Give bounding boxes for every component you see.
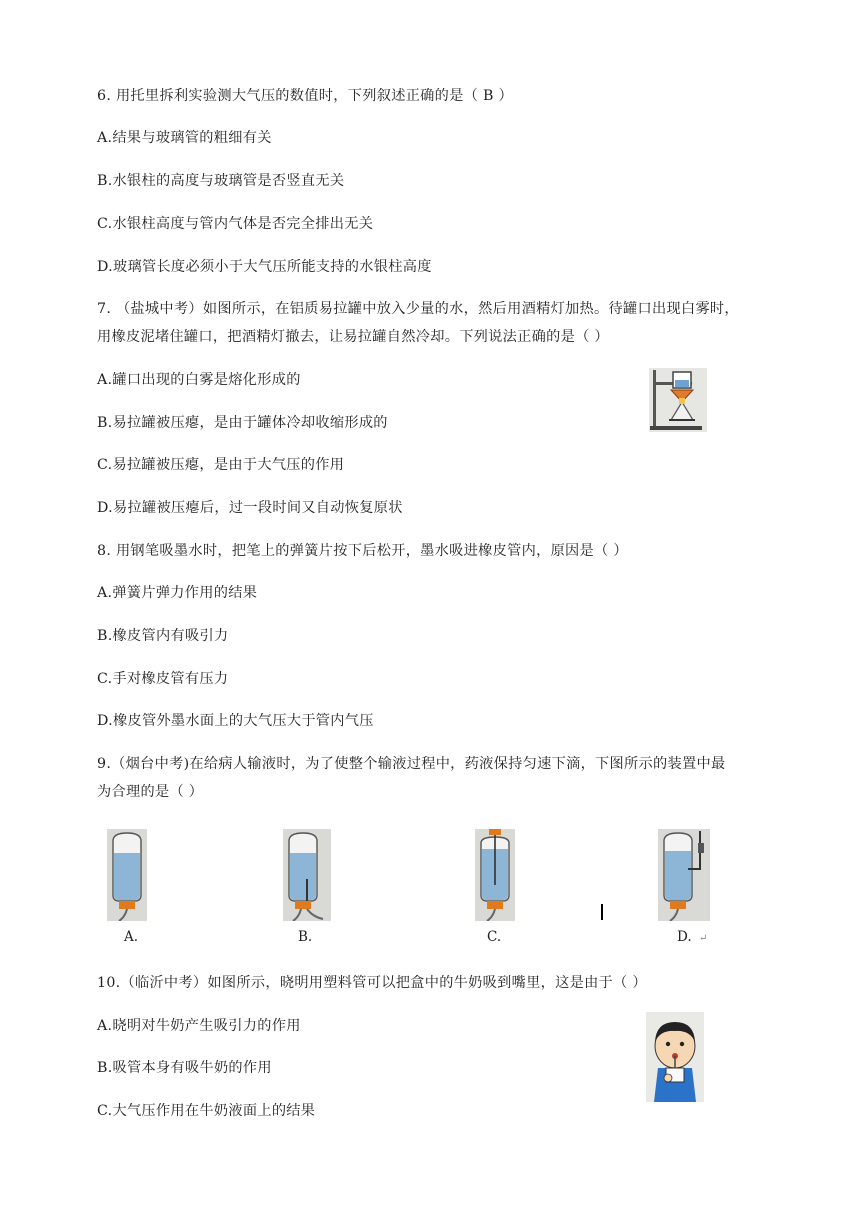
- q6-stem: 6. 用托里拆利实验测大气压的数值时，下列叙述正确的是（ B ）: [97, 88, 513, 104]
- q10-option-b: B.吸管本身有吸牛奶的作用: [97, 1060, 272, 1076]
- q8-option-b: B.橡皮管内有吸引力: [97, 628, 229, 644]
- iv-bottle-icon: [475, 829, 515, 925]
- iv-bottle-icon: [107, 829, 147, 925]
- iv-bottle-icon: [283, 829, 331, 925]
- q8-option-c: C.手对橡皮管有压力: [97, 671, 229, 687]
- q10-option-a: A.晓明对牛奶产生吸引力的作用: [97, 1018, 301, 1034]
- q7-option-a: A.罐口出现的白雾是熔化形成的: [97, 372, 301, 388]
- q6-option-c: C.水银柱高度与管内气体是否完全排出无关: [97, 216, 374, 232]
- q9-stem-line-2: 为合理的是（ ）: [97, 784, 204, 800]
- boy-drinking-milk-icon: [646, 1012, 704, 1106]
- q10-option-c: C.大气压作用在牛奶液面上的结果: [97, 1103, 316, 1119]
- q6-option-a: A.结果与玻璃管的粗细有关: [97, 130, 272, 146]
- return-mark: ↵: [699, 933, 708, 944]
- q7-option-b: B.易拉罐被压瘪，是由于罐体冷却收缩形成的: [97, 415, 388, 431]
- q7-stem-line-2: 用橡皮泥堵住罐口，把酒精灯撤去，让易拉罐自然冷却。下列说法正确的是（ ）: [97, 329, 609, 345]
- q8-stem: 8. 用钢笔吸墨水时，把笔上的弹簧片按下后松开，墨水吸进橡皮管内，原因是（ ）: [97, 543, 628, 559]
- iv-bottle-icon: [658, 829, 710, 925]
- q10-stem: 10.（临沂中考）如图所示，晓明用塑料管可以把盒中的牛奶吸到嘴里，这是由于（ ）: [97, 975, 647, 991]
- q9-choice-d: D.: [677, 929, 692, 945]
- q7-option-c: C.易拉罐被压瘪，是由于大气压的作用: [97, 457, 345, 473]
- q6-option-d: D.玻璃管长度必须小于大气压所能支持的水银柱高度: [97, 259, 432, 275]
- q8-option-a: A.弹簧片弹力作用的结果: [97, 585, 258, 601]
- q9-stem-line-1: 9.（烟台中考)在给病人输液时，为了使整个输液过程中，药液保持匀速下滴，下图所示的装置中最: [97, 756, 726, 772]
- can-heating-apparatus-icon: [649, 368, 707, 436]
- q8-option-d: D.橡皮管外墨水面上的大气压大于管内气压: [97, 713, 374, 729]
- q9-choice-b: B.: [298, 929, 313, 945]
- text-cursor: [601, 904, 603, 920]
- q6-option-b: B.水银柱的高度与玻璃管是否竖直无关: [97, 173, 345, 189]
- q7-stem-line-1: 7. （盐城中考）如图所示，在铝质易拉罐中放入少量的水，然后用酒精灯加热。待罐口出现白雾时，: [97, 301, 739, 317]
- q9-choice-c: C.: [487, 929, 502, 945]
- q9-choice-a: A.: [124, 929, 139, 945]
- q7-option-d: D.易拉罐被压瘪后，过一段时间又自动恢复原状: [97, 500, 403, 516]
